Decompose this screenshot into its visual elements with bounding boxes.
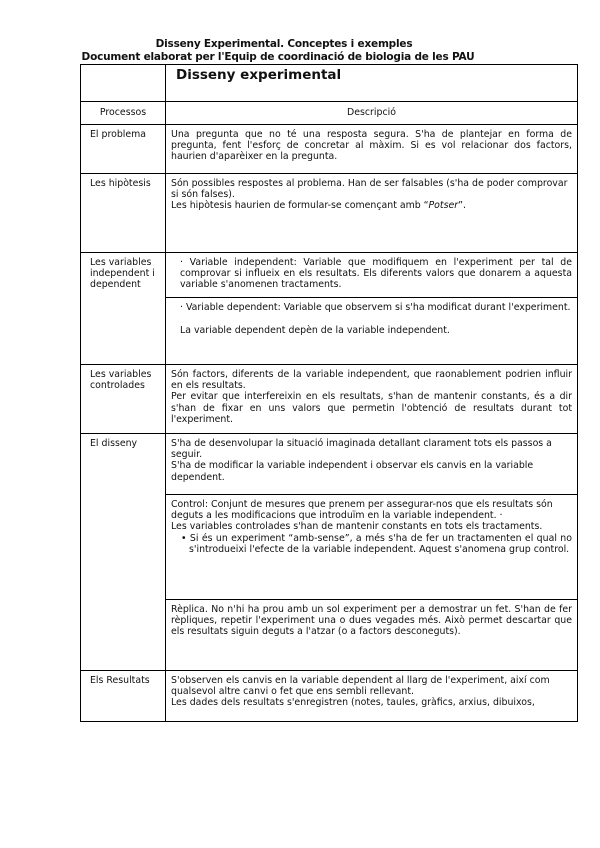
control-constants: Les variables controlades s'han de mantenir constants en tots els tractaments. xyxy=(171,521,543,533)
table-title: Disseny experimental xyxy=(166,65,578,102)
row-label-variables: Les variables independent i dependent xyxy=(81,253,166,365)
dependent-variable-definition: · Variable dependent: Variable que observem si s'ha modificat durant l'experiment. xyxy=(180,302,571,313)
table-row xyxy=(81,671,578,722)
row-text-controlled-variables xyxy=(166,365,578,434)
row-text-results xyxy=(166,671,578,722)
table-row xyxy=(81,125,578,174)
row-label-design: El disseny xyxy=(81,434,166,671)
row-text-problem: Una pregunta que no té una resposta segura. S'ha de plantejar en forma de pregunta, fent l'esforç de concretar al màxim. Si es vol relacionar dos factors, haurien d'aparèixer en la pregunta. xyxy=(166,125,578,174)
control-definition: Control: Conjunt de mesures que prenem per assegurar-nos que els resultats són deguts a les modificacions que introduïm en la variable independent. · xyxy=(171,499,553,522)
controlled-variables-definition: Són factors, diferents de la variable independent, que raonablement podrien influir en els resultats. xyxy=(171,369,572,392)
column-header-description: Descripció xyxy=(166,102,578,125)
design-steps: S'ha de desenvolupar la situació imaginada detallant clarament tots els passos a seguir. xyxy=(171,438,552,461)
table-row xyxy=(81,253,578,298)
document-title: Disseny Experimental. Conceptes i exemples xyxy=(155,38,413,50)
table-row xyxy=(81,365,578,434)
row-label-controlled-variables: Les variables controlades xyxy=(81,365,166,434)
hypothesis-text: Són possibles respostes al problema. Han de ser falsables (s'ha de poder comprovar si són falses). xyxy=(171,178,568,201)
results-observation: S'observen els canvis en la variable dependent al llarg de l'experiment, així com qualsevol altre canvi o fet que ens sembli rellevant. xyxy=(171,675,550,698)
row-label-problem: El problema xyxy=(81,125,166,174)
column-header-process: Processos xyxy=(81,102,166,125)
design-variables: S'ha de modificar la variable independent i observar els canvis en la variable dependent. xyxy=(171,460,534,483)
title-empty-cell xyxy=(81,65,166,102)
row-text-hypothesis xyxy=(166,174,578,253)
row-label-hypothesis: Les hipòtesis xyxy=(81,174,166,253)
row-text-control xyxy=(166,495,578,600)
control-group-note: • Si és un experiment “amb-sense”, a més s'ha de fer un tractamenten el qual no s'introdueixi l'efecte de la variable independent. Aquest s'anomena grup control. xyxy=(181,532,572,555)
experimental-design-table xyxy=(80,64,578,722)
hypothesis-potser-line: Les hipòtesis haurien de formular-se començant amb “Potser”. xyxy=(171,200,466,212)
row-label-results: Els Resultats xyxy=(81,671,166,722)
table-row xyxy=(81,434,578,495)
row-text-dependent-variable xyxy=(166,298,578,365)
results-recording: Les dades dels resultats s'enregistren (notes, taules, gràfics, arxius, dibuixos, xyxy=(171,697,535,709)
row-text-independent-variable: · Variable independent: Variable que modifiquem en l'experiment per tal de comprovar si influeix en els resultats. Els diferents valors que donarem a aquesta variable s'anomenen tractaments. xyxy=(166,253,578,298)
row-text-design xyxy=(166,434,578,495)
document-subtitle: Document elaborat per l'Equip de coordinació de biologia de les PAU xyxy=(81,51,475,63)
row-text-replica: Rèplica. No n'hi ha prou amb un sol experiment per a demostrar un fet. S'han de fer rèpliques, repetir l'experiment una o dues vegades més. Això permet descartar que els resultats siguin deguts a l'atzar (o a factors desconeguts). xyxy=(166,600,578,671)
table-row xyxy=(81,174,578,253)
dependent-variable-note: La variable dependent depèn de la variable independent. xyxy=(180,325,450,337)
controlled-variables-rule: Per evitar que interfereixin en els resultats, s'han de mantenir constants, és a dir s'han de fixar en uns valors que permetin l'obtenció de resultats durant tot l'experiment. xyxy=(171,391,572,425)
